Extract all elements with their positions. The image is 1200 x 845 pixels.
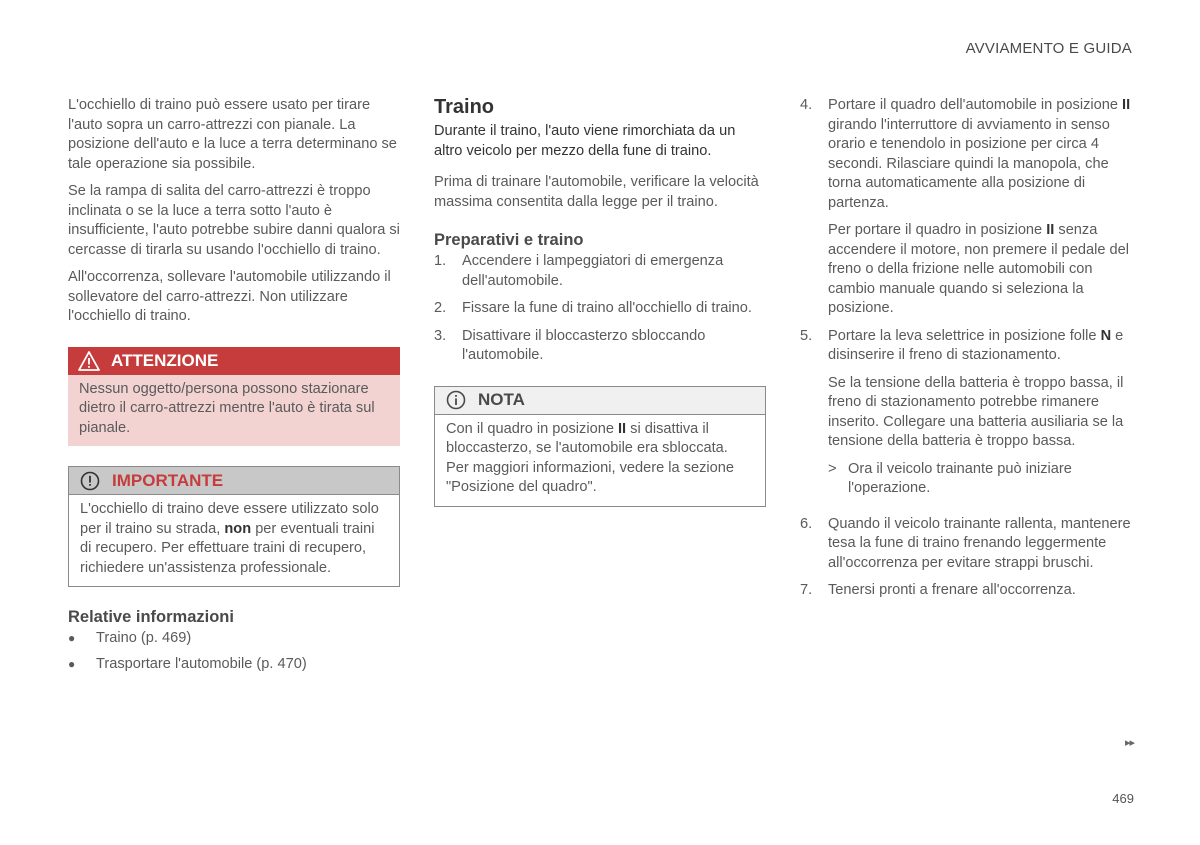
warning-text: Nessun oggetto/persona possono stazionare dietro il carro-attrezzi mentre l'auto è tirata sul pianale. [68,375,400,447]
important-title: IMPORTANTE [112,470,224,490]
lead-paragraph: Durante il traino, l'auto viene rimorchiata da un altro veicolo per mezzo della fune di traino. [434,123,736,159]
list-item [800,96,1132,319]
step-result [828,460,1132,499]
step-number: 6. [800,515,813,532]
link-text[interactable]: Traino (p. 469) [96,630,192,646]
note-title: NOTA [478,390,525,410]
step-number: 3. [434,327,447,344]
column-middle [434,96,766,527]
step-text: Fissare la fune di traino all'occhiello di traino. [462,300,752,316]
text-run: senza accendere il motore, non premere il pedale del freno o della frizione nelle automobili con cambio manuale quando si seleziona la posizione. [828,222,1129,316]
column-left [68,96,400,680]
warning-header [68,347,400,375]
result-marker: > [828,460,837,477]
text-bold: II [1046,222,1055,238]
step-body [828,96,1132,319]
link-text[interactable]: Trasportare l'automobile (p. 470) [96,655,307,672]
text-bold: II [618,420,627,437]
important-header [69,467,399,495]
text-run: girando l'interruttore di avviamento in senso orario e tenendolo in posizione per circa 4 secondi. Rilasciare quindi la manopola, che torna automaticamente alla posizione di partenza. [828,116,1110,211]
related-list [68,629,400,674]
page-header: AVVIAMENTO E GUIDA [965,40,1132,57]
related-link-item[interactable] [68,655,400,675]
step-number: 4. [800,97,813,113]
related-heading: Relative informazioni [68,608,234,626]
step-text: Quando il veicolo trainante rallenta, mantenere tesa la fune di traino frenando leggermente all'occorrenza per evitare strappi bruschi. [828,515,1131,571]
text-run: Portare la leva selettrice in posizione folle [828,327,1101,344]
steps-list [434,252,766,366]
step-number: 1. [434,253,447,269]
text-bold: N [1100,327,1112,344]
text-run: L'occhiello di traino deve essere utilizzato solo per il traino su strada, [80,501,379,537]
step-text: Disattivare il bloccasterzo sbloccando l'automobile. [462,327,706,363]
paragraph: Prima di trainare l'automobile, verificare la velocità massima consentita dalla legge per il traino. [434,174,759,210]
list-item [800,581,1132,601]
step-subtext: Se la tensione della batteria è troppo bassa, il freno di stazionamento potrebbe rimanere inserito. Collegare una batteria ausiliaria se la tensione della batteria è troppo bassa. [828,374,1124,449]
list-item [434,299,766,319]
bullet-icon: ● [68,631,76,645]
steps-list-continued [800,96,1132,601]
note-text [435,415,765,506]
important-text [69,495,399,586]
list-item [434,327,766,366]
step-number: 2. [434,300,447,316]
step-body [828,327,1132,507]
text-run: e disinserire il freno di stazionamento. [828,327,1124,363]
related-link-item[interactable] [68,629,400,649]
warning-box [68,347,400,447]
text-run: Portare il quadro dell'automobile in posizione [828,97,1123,113]
step-text [828,327,1132,366]
exclamation-circle-icon [79,470,101,492]
text-run: Per portare il quadro in posizione [828,222,1047,238]
list-item [800,515,1132,574]
bullet-icon: ● [68,656,76,671]
column-right [800,96,1132,609]
text-run: si disattiva il bloccasterzo, se l'automobile era sbloccata. Per maggiori informazioni, vedere la sezione "Posizione del quadro". [446,420,734,495]
warning-triangle-icon [78,350,100,372]
paragraph: Se la rampa di salita del carro-attrezzi è troppo inclinata o se la luce a terra sotto l'auto è insufficiente, l'auto potrebbe subire danni qualora si cercasse di tirarla su usando l'occhiello di traino. [68,183,400,258]
step-text: Tenersi pronti a frenare all'occorrenza. [828,582,1076,598]
text-bold: II [1122,97,1131,113]
section-title: Traino [434,96,495,118]
list-item [434,252,766,291]
note-header [435,387,765,415]
important-box [68,466,400,587]
step-subtext [828,221,1132,319]
text-run: Con il quadro in posizione [446,420,618,437]
note-box [434,386,766,507]
text-run: per eventuali traini di recupero. Per effettuare traini di recupero, richiedere un'assistenza professionale. [80,520,375,576]
info-circle-icon [445,389,467,411]
text-bold: non [224,520,252,537]
step-text [828,96,1132,213]
step-number: 7. [800,582,813,598]
step-number: 5. [800,327,813,344]
paragraph: L'occhiello di traino può essere usato per tirare l'auto sopra un carro-attrezzi con pianale. La posizione dell'auto e la luce a terra determinano se tale operazione sia possibile. [68,97,397,172]
paragraph: All'occorrenza, sollevare l'automobile utilizzando il sollevatore del carro-attrezzi. Non utilizzare l'occhiello di traino. [68,269,391,324]
result-text: Ora il veicolo trainante può iniziare l'operazione. [848,460,1072,496]
subsection-heading: Preparativi e traino [434,231,584,249]
page-number: 469 [1112,791,1134,806]
warning-title: ATTENZIONE [111,350,219,370]
list-item [800,327,1132,507]
continue-icon: ▸▸ [1124,737,1134,749]
step-text: Accendere i lampeggiatori di emergenza dell'automobile. [462,253,724,289]
